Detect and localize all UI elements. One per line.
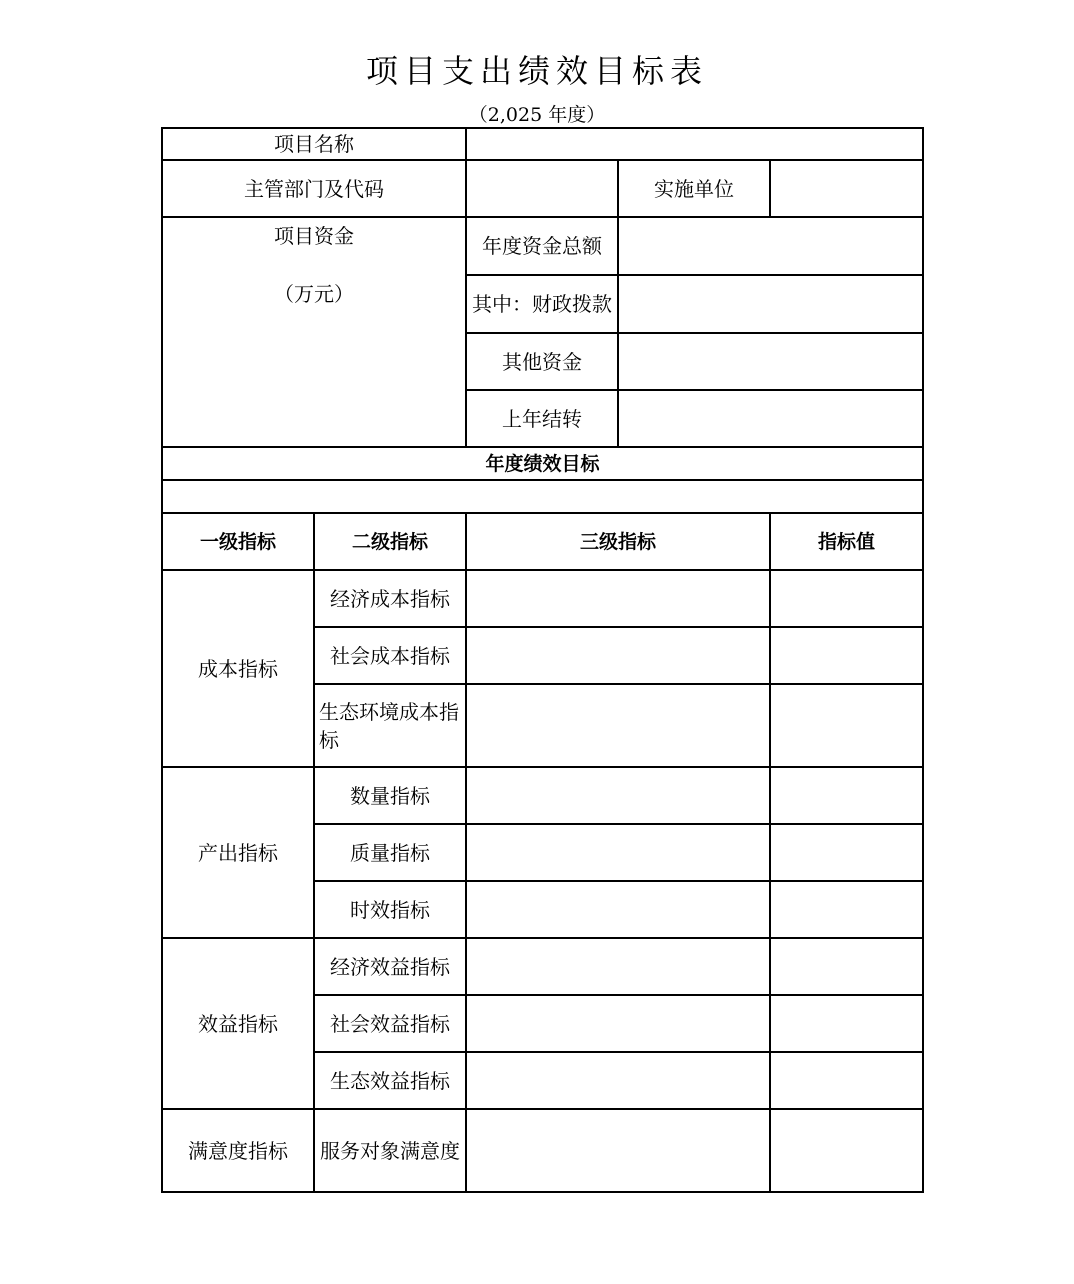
level3-indicator-field[interactable] — [466, 1109, 770, 1192]
funds-row-label: 其他资金 — [466, 333, 618, 390]
year-subtitle: （2,025 年度） — [468, 104, 606, 126]
column-header: 二级指标 — [314, 513, 466, 570]
indicator-value-field[interactable] — [770, 1052, 923, 1109]
level3-indicator-field[interactable] — [466, 881, 770, 938]
funds-row-value[interactable] — [618, 390, 923, 447]
indicator-value-field[interactable] — [770, 1109, 923, 1192]
indicator-value-field[interactable] — [770, 824, 923, 881]
page-title: 项目支出绩效目标表 — [365, 52, 708, 90]
funds-row-label: 其中：财政拨款 — [466, 275, 618, 333]
funds-row-label: 年度资金总额 — [466, 217, 618, 275]
indicator-value-field[interactable] — [770, 570, 923, 627]
level3-indicator-field[interactable] — [466, 767, 770, 824]
level3-indicator-field[interactable] — [466, 995, 770, 1052]
level2-indicator: 质量指标 — [314, 824, 466, 881]
indicator-value-field[interactable] — [770, 684, 923, 767]
unit-field[interactable] — [770, 160, 923, 217]
department-field[interactable] — [466, 160, 618, 217]
level3-indicator-field[interactable] — [466, 570, 770, 627]
funds-row-value[interactable] — [618, 333, 923, 390]
level2-indicator: 数量指标 — [314, 767, 466, 824]
funds-row-label: 上年结转 — [466, 390, 618, 447]
column-header: 一级指标 — [162, 513, 314, 570]
annual-goals-heading: 年度绩效目标 — [162, 447, 923, 480]
level3-indicator-field[interactable] — [466, 684, 770, 767]
funds-row-value[interactable] — [618, 275, 923, 333]
level1-indicator: 效益指标 — [162, 938, 314, 1109]
annual-goals-field[interactable] — [162, 480, 923, 513]
funds-label — [162, 217, 466, 447]
level2-indicator: 时效指标 — [314, 881, 466, 938]
unit-label: 实施单位 — [618, 160, 770, 217]
funds-row-value[interactable] — [618, 217, 923, 275]
indicator-value-field[interactable] — [770, 767, 923, 824]
indicator-value-field[interactable] — [770, 881, 923, 938]
project-name-field[interactable] — [466, 128, 923, 160]
level3-indicator-field[interactable] — [466, 627, 770, 684]
level2-indicator: 生态环境成本指标 — [314, 684, 466, 767]
level2-indicator: 生态效益指标 — [314, 1052, 466, 1109]
indicator-value-field[interactable] — [770, 938, 923, 995]
level1-indicator: 满意度指标 — [162, 1109, 314, 1192]
level2-indicator: 社会成本指标 — [314, 627, 466, 684]
level2-indicator: 社会效益指标 — [314, 995, 466, 1052]
performance-target-table — [161, 127, 924, 1193]
column-header: 三级指标 — [466, 513, 770, 570]
indicator-value-field[interactable] — [770, 995, 923, 1052]
funds-label-line2: （万元） — [274, 282, 354, 306]
indicator-value-field[interactable] — [770, 627, 923, 684]
level3-indicator-field[interactable] — [466, 938, 770, 995]
level1-indicator: 产出指标 — [162, 767, 314, 938]
level3-indicator-field[interactable] — [466, 824, 770, 881]
project-name-label: 项目名称 — [162, 128, 466, 160]
funds-label-line1: 项目资金 — [274, 224, 354, 248]
level2-indicator: 服务对象满意度 — [314, 1109, 466, 1192]
level1-indicator: 成本指标 — [162, 570, 314, 767]
column-header: 指标值 — [770, 513, 923, 570]
level3-indicator-field[interactable] — [466, 1052, 770, 1109]
level2-indicator: 经济效益指标 — [314, 938, 466, 995]
level2-indicator: 经济成本指标 — [314, 570, 466, 627]
department-label: 主管部门及代码 — [162, 160, 466, 217]
